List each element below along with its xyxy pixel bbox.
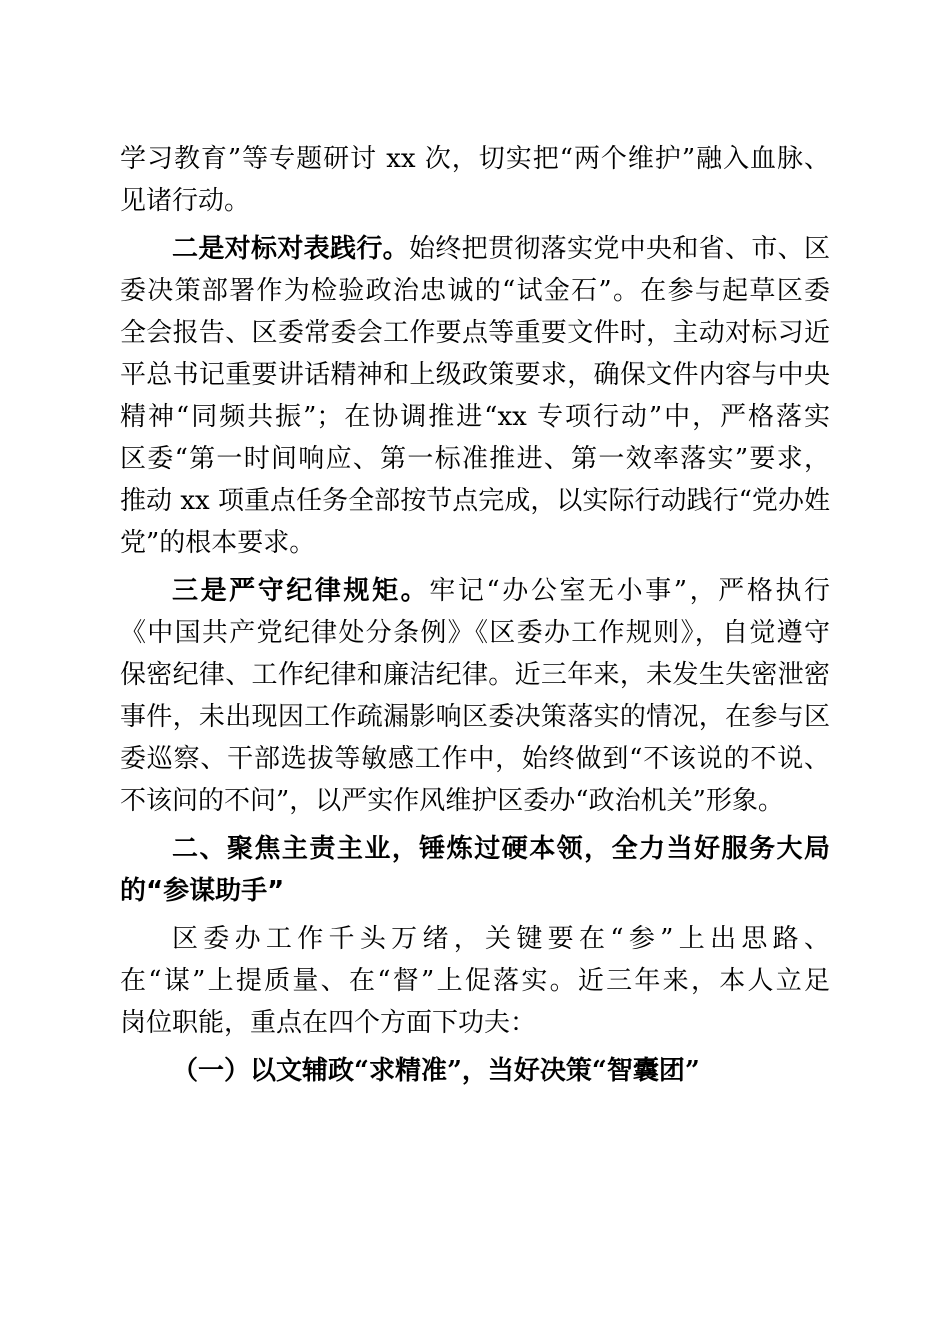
text-line: 岗位职能，重点在四个方面下功夫： bbox=[120, 1008, 537, 1038]
text-line: 委巡察、干部选拔等敏感工作中，始终做到“不该说的不说、 bbox=[120, 744, 830, 774]
text-line: 区委“第一时间响应、第一标准推进、第一效率落实”要求， bbox=[120, 444, 830, 474]
text-line: 事件，未出现因工作疏漏影响区委决策落实的情况，在参与区 bbox=[120, 702, 830, 732]
text-line: 全会报告、区委常委会工作要点等重要文件时，主动对标习近 bbox=[120, 318, 830, 348]
heading-line: 的“参谋助手” bbox=[120, 876, 285, 906]
text-line: 《中国共产党纪律处分条例》《区委办工作规则》，自觉遵守 bbox=[120, 618, 830, 648]
text-line: 党”的根本要求。 bbox=[120, 528, 316, 558]
text-line: 区委办工作千头万绪，关键要在“参”上出思路、 bbox=[172, 924, 830, 954]
paragraph-lead: 二是对标对表践行。 bbox=[172, 234, 409, 264]
text-line: 在“谋”上提质量、在“督”上促落实。近三年来，本人立足 bbox=[120, 966, 830, 996]
text-line bbox=[120, 228, 830, 270]
text-line: 委决策部署作为检验政治忠诚的“试金石”。在参与起草区委 bbox=[120, 276, 830, 306]
text-line: 保密纪律、工作纪律和廉洁纪律。近三年来，未发生失密泄密 bbox=[120, 660, 830, 690]
subsection-heading: （一）以文辅政“求精准”，当好决策“智囊团” bbox=[172, 1056, 700, 1086]
text-line: 精神“同频共振”；在协调推进“xx 专项行动”中，严格落实 bbox=[120, 402, 830, 432]
heading-line: 二、聚焦主责主业，锤炼过硬本领，全力当好服务大局 bbox=[172, 834, 830, 864]
text-line: 推动 xx 项重点任务全部按节点完成，以实际行动践行“党办姓 bbox=[120, 486, 830, 516]
paragraph-lead: 三是严守纪律规矩。 bbox=[172, 576, 430, 606]
section-heading bbox=[120, 828, 830, 912]
text-line: 见诸行动。 bbox=[120, 186, 251, 216]
paragraph-text: 始终把贯彻落实党中央和省、市、区 bbox=[409, 234, 830, 264]
text-line bbox=[120, 570, 830, 612]
paragraph-4 bbox=[120, 918, 830, 1044]
text-line: 平总书记重要讲话精神和上级政策要求，确保文件内容与中央 bbox=[120, 360, 830, 390]
paragraph-1 bbox=[120, 138, 830, 222]
text-line: 不该问的不问”，以严实作风维护区委办“政治机关”形象。 bbox=[120, 786, 784, 816]
paragraph-3 bbox=[120, 570, 830, 822]
document-page bbox=[120, 138, 830, 1092]
paragraph-text: 牢记“办公室无小事”，严格执行 bbox=[429, 576, 830, 606]
text-line: 学习教育”等专题研讨 xx 次，切实把“两个维护”融入血脉、 bbox=[120, 144, 830, 174]
paragraph-2 bbox=[120, 228, 830, 564]
